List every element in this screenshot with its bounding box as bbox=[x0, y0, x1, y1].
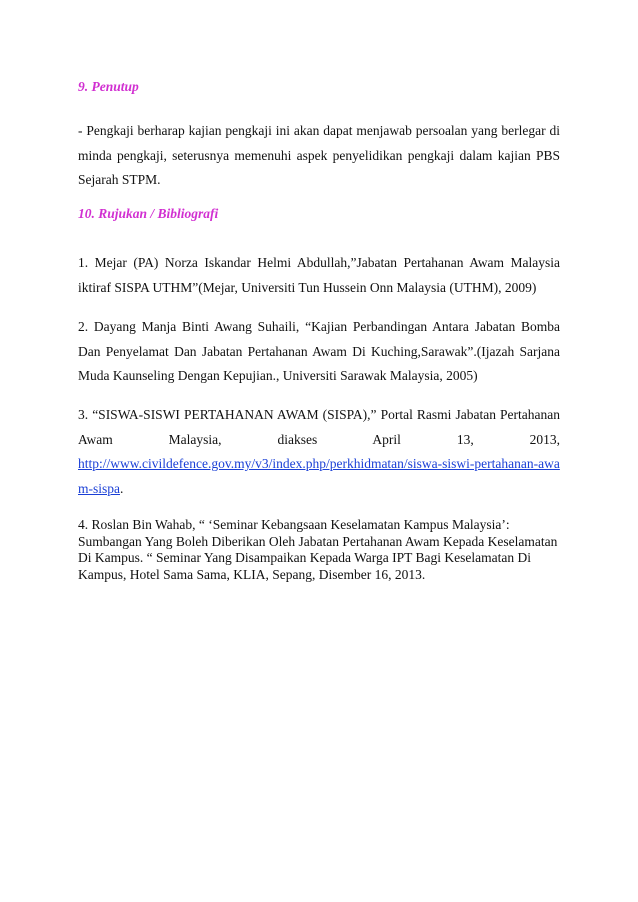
reference-3-url-link[interactable]: http://www.civildefence.gov.my/v3/index.php/perkhidmatan/siswa-siswi-pertahanan-awam-sispa bbox=[78, 456, 560, 496]
section-heading-rujukan: 10. Rujukan / Bibliografi bbox=[78, 206, 219, 221]
reference-3-end-period: . bbox=[120, 480, 124, 496]
reference-item-3 bbox=[78, 403, 560, 501]
section-heading-penutup: 9. Penutup bbox=[78, 79, 139, 94]
reference-item-1: 1. Mejar (PA) Norza Iskandar Helmi Abdullah,”Jabatan Pertahanan Awam Malaysia iktiraf SISPA UTHM”(Mejar, Universiti Tun Hussein Onn Malaysia (UTHM), 2009) bbox=[78, 255, 560, 295]
reference-item-2: 2. Dayang Manja Binti Awang Suhaili, “Kajian Perbandingan Antara Jabatan Bomba Dan Penyelamat Dan Jabatan Pertahanan Awam Di Kuching,Sarawak”.(Ijazah Sarjana Muda Kaunseling Dengan Kepujian., Universiti Sarawak Malaysia, 2005) bbox=[78, 319, 560, 383]
reference-3-line-2: Awam Malaysia, diakses April 13, 2013, bbox=[78, 431, 560, 447]
penutup-paragraph: - Pengkaji berharap kajian pengkaji ini akan dapat menjawab persoalan yang berlegar di minda pengkaji, seterusnya memenuhi aspek penyelidikan pengkaji dalam kajian PBS Sejarah STPM. bbox=[78, 123, 560, 187]
reference-3-line-1: 3. “SISWA-SISWI PERTAHANAN AWAM (SISPA),” Portal Rasmi Jabatan Pertahanan bbox=[78, 407, 560, 422]
reference-item-4: 4. Roslan Bin Wahab, “ ‘Seminar Kebangsaan Keselamatan Kampus Malaysia’: Sumbangan Yang Boleh Diberikan Oleh Jabatan Pertahanan Awam Kepada Keselamatan Di Kampus. “ Seminar Yang Disampaikan Kepada Warga IPT Bagi Keselamatan Di Kampus, Hotel Sama Sama, KLIA, Sepang, Disember 16, 2013. bbox=[78, 517, 558, 582]
